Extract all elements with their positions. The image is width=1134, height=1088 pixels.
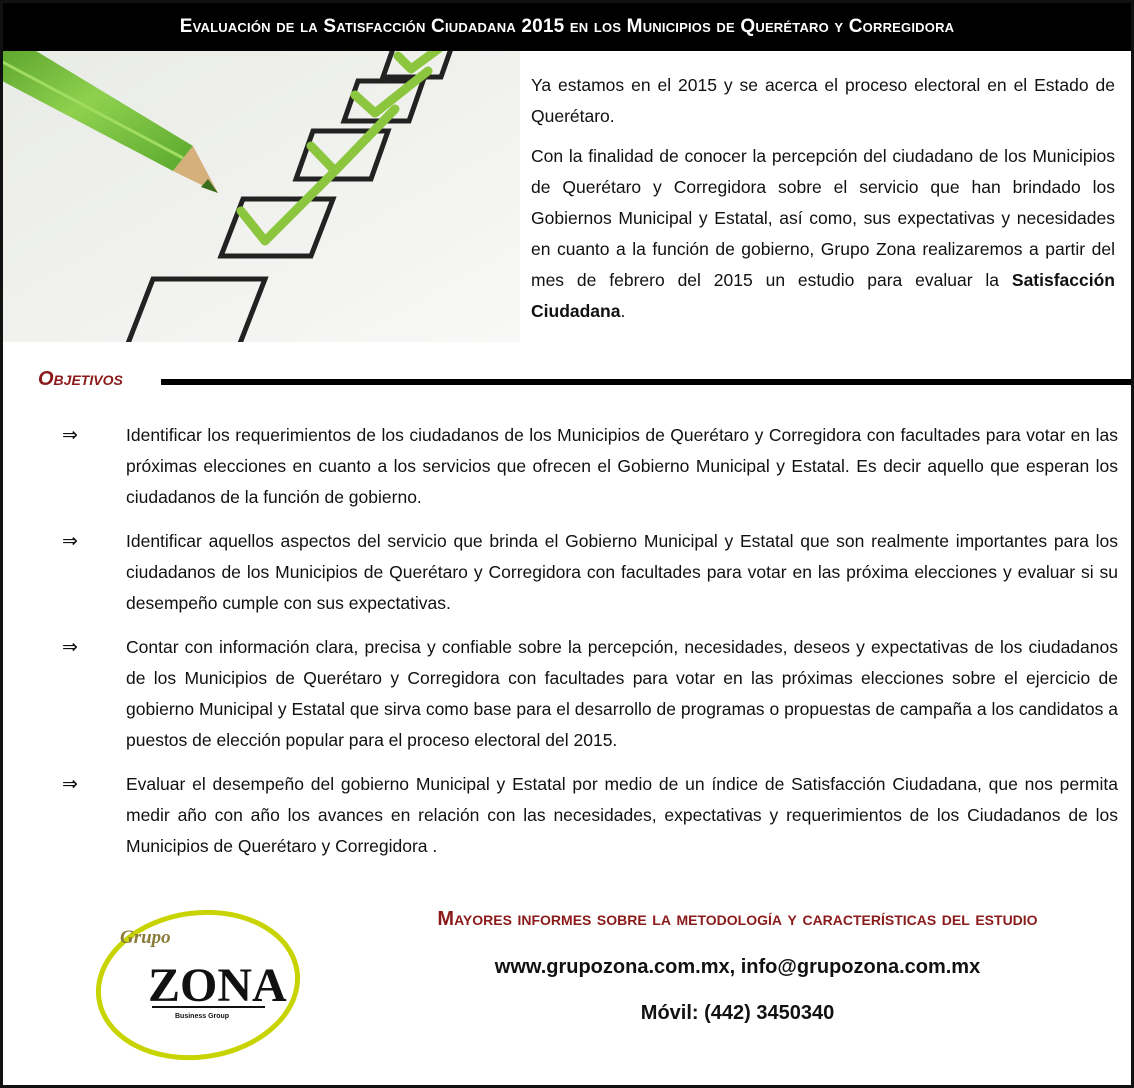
page-title: Evaluación de la Satisfacción Ciudadana 2015 en los Municipios de Querétaro y Corregidora — [3, 3, 1131, 51]
objective-text: Identificar aquellos aspectos del servicio que brinda el Gobierno Municipal y Estatal que son realmente importantes para los ciudadanos de los Municipios de Querétaro y Corregidora con facultades para votar en las próxima elecciones y evaluar si su desempeño cumple con sus expectativas. — [126, 531, 1118, 613]
intro-paragraph-2-end: . — [620, 301, 626, 321]
logo-graphic — [80, 893, 310, 1068]
intro-highlight: Satisfacción Ciudadana — [531, 270, 1115, 321]
list-item — [62, 769, 1118, 862]
list-item — [62, 526, 1118, 619]
checklist-image — [3, 51, 520, 342]
logo-line1: Grupo — [120, 927, 171, 948]
arrow-right-icon: ⇒ — [62, 637, 78, 658]
objective-text: Contar con información clara, precisa y confiable sobre la percepción, necesidades, deseos y expectativas de los ciudadanos de los Municipios de Querétaro y Corregidora con facultades para votar en las próximas elecciones sobre el ejercicio de gobierno Municipal y Estatal que sirva como base para el desarrollo de programas o propuestas de campaña a los candidatos a puestos de elección popular para el proceso electoral del 2015. — [126, 637, 1118, 750]
arrow-right-icon: ⇒ — [62, 774, 78, 795]
logo-line2: ZONA — [148, 959, 287, 1012]
grupo-zona-logo — [80, 893, 310, 1068]
intro-text — [531, 70, 1115, 336]
logo-line3: Business Group — [175, 1013, 230, 1020]
objective-text: Identificar los requerimientos de los ciudadanos de los Municipios de Querétaro y Corregidora con facultades para votar en las próximas elecciones en cuanto a los servicios que ofrecen el Gobierno Municipal y Estatal. Es decir aquello que esperan los ciudadanos de la función de gobierno. — [126, 425, 1118, 507]
objectives-divider — [161, 379, 1131, 385]
objective-text: Evaluar el desempeño del gobierno Municipal y Estatal por medio de un índice de Satisfacción Ciudadana, que nos permita medir año con año los avances en relación con las necesidades, expectativas y requerimientos de los Ciudadanos de los Municipios de Querétaro y Corregidora . — [126, 774, 1118, 856]
contact-phone: Móvil: (442) 3450340 — [640, 1002, 835, 1024]
objectives-heading: Objetivos — [38, 368, 123, 390]
list-item — [62, 420, 1118, 513]
intro-paragraph-2-text: Con la finalidad de conocer la percepción del ciudadano de los Municipios de Querétaro y Corregidora sobre el servicio que han brindado los Gobiernos Municipal y Estatal, así como, sus expectativas y necesidades en cuanto a la función de gobierno, Grupo Zona realizaremos a partir del mes de febrero del 2015 un estudio para evaluar la — [531, 146, 1115, 290]
intro-paragraph-2 — [531, 141, 1115, 327]
intro-paragraph-1: Ya estamos en el 2015 y se acerca el proceso electoral en el Estado de Querétaro. — [531, 75, 1115, 126]
arrow-right-icon: ⇒ — [62, 531, 78, 552]
arrow-right-icon: ⇒ — [62, 425, 78, 446]
contact-heading: Mayores informes sobre la metodología y características del estudio — [437, 908, 1038, 930]
checklist-illustration — [3, 51, 520, 342]
contact-web[interactable]: www.grupozona.com.mx, info@grupozona.com.mx — [494, 956, 981, 978]
objectives-list — [62, 420, 1118, 875]
list-item — [62, 632, 1118, 756]
